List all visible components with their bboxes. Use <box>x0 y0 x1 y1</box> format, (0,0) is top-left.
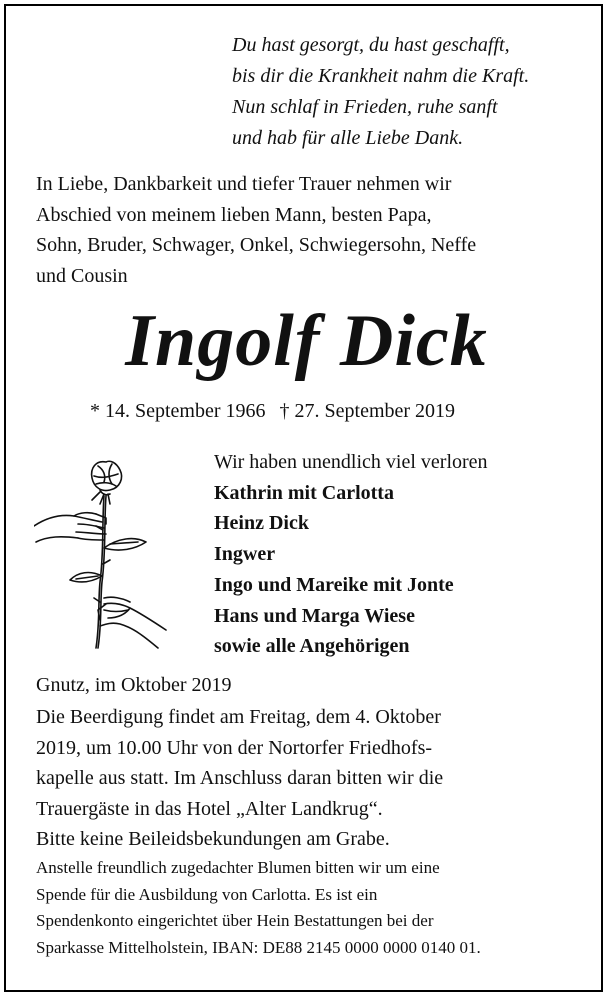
poem-line: bis dir die Krankheit nahm die Kraft. <box>232 65 530 87</box>
intro-line: Abschied von meinem lieben Mann, besten Papa, <box>36 203 432 226</box>
funeral-line: Trauergäste in das Hotel „Alter Landkrug“. <box>36 797 383 820</box>
intro-line: In Liebe, Dankbarkeit und tiefer Trauer nehmen wir <box>36 173 452 195</box>
mourner-name: Ingwer <box>214 543 276 566</box>
poem <box>232 30 572 154</box>
intro-text <box>36 169 581 291</box>
mourner-name: Ingo und Mareike mit Jonte <box>214 573 454 596</box>
life-dates <box>90 398 455 424</box>
death-date: † 27. September 2019 <box>279 400 456 422</box>
mourner-name: Heinz Dick <box>214 512 309 535</box>
place-date: Gnutz, im Oktober 2019 <box>36 674 232 696</box>
funeral-line: Die Beerdigung findet am Freitag, dem 4. Oktober <box>36 706 441 728</box>
donation-info <box>36 855 596 961</box>
mourner-name: sowie alle Angehörigen <box>214 635 410 658</box>
intro-line: Sohn, Bruder, Schwager, Onkel, Schwiegersohn, Neffe <box>36 234 477 256</box>
donation-line: Spende für die Ausbildung von Carlotta. Es ist ein <box>36 884 378 904</box>
donation-line: Sparkasse Mittelholstein, IBAN: DE88 2145 0000 0000 0140 01. <box>36 937 481 957</box>
funeral-line: Bitte keine Beileidsbekundungen am Grabe. <box>36 828 390 850</box>
funeral-line: 2019, um 10.00 Uhr von der Nortorfer Friedhofs- <box>36 736 433 759</box>
deceased-name: Ingolf Dick <box>125 300 488 382</box>
donation-line: Spendenkonto eingerichtet über Hein Bestattungen bei der <box>36 911 434 930</box>
mourners-list <box>214 447 584 662</box>
intro-line: und Cousin <box>36 264 128 287</box>
mourner-name: Kathrin mit Carlotta <box>214 481 394 504</box>
poem-line: Du hast gesorgt, du hast geschafft, <box>232 34 510 56</box>
funeral-info <box>36 702 596 855</box>
poem-line: Nun schlaf in Frieden, ruhe sanft <box>232 96 498 118</box>
donation-line: Anstelle freundlich zugedachter Blumen bitten wir um eine <box>36 858 440 877</box>
poem-line: und hab für alle Liebe Dank. <box>232 127 464 149</box>
funeral-line: kapelle aus statt. Im Anschluss daran bitten wir die <box>36 767 444 789</box>
rose-in-hands-icon <box>34 452 168 652</box>
birth-date: * 14. September 1966 <box>90 400 266 422</box>
mourners-intro: Wir haben unendlich viel verloren <box>214 451 488 473</box>
mourner-name: Hans und Marga Wiese <box>214 604 415 627</box>
